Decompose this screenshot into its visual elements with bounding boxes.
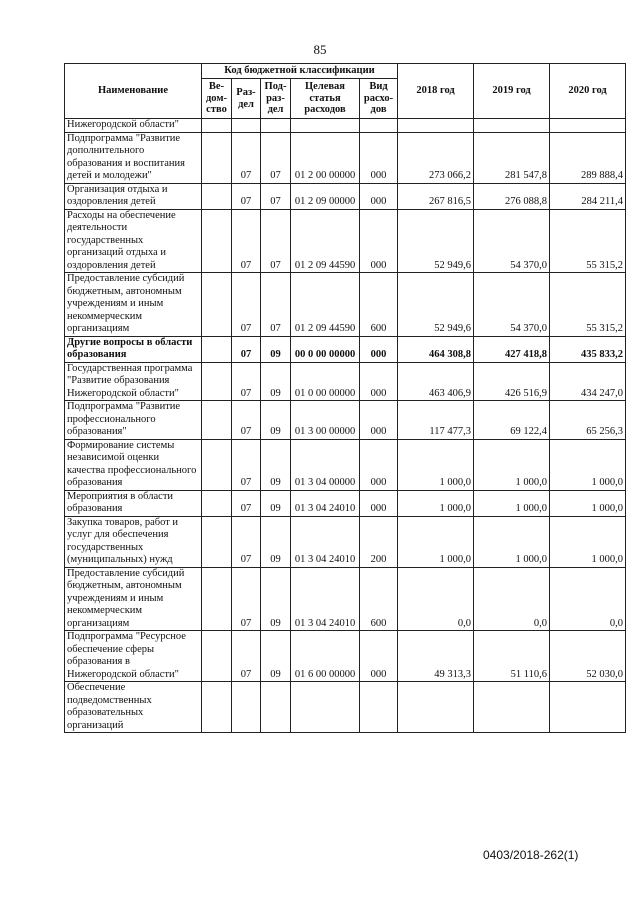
- header-name: Наименование: [65, 64, 202, 119]
- row-expense-type: 000: [360, 336, 398, 362]
- row-podrazdel: 09: [261, 439, 291, 490]
- row-target-article: 01 2 00 00000: [291, 132, 360, 183]
- row-razdel: 07: [232, 516, 261, 567]
- row-value-2018: 464 308,8: [398, 336, 474, 362]
- row-value-2020: 1 000,0: [550, 439, 626, 490]
- row-value-2018: 1 000,0: [398, 516, 474, 567]
- row-value-2018: [398, 119, 474, 133]
- row-expense-type: 000: [360, 183, 398, 209]
- row-name: Другие вопросы в области образования: [65, 336, 202, 362]
- table-row: [65, 682, 626, 733]
- row-expense-type: 000: [360, 401, 398, 440]
- header-target-article: Целевая статья расходов: [291, 79, 360, 119]
- row-value-2020: 52 030,0: [550, 631, 626, 682]
- row-vedomstvo: [202, 209, 232, 273]
- row-vedomstvo: [202, 401, 232, 440]
- document-code: 0403/2018-262(1): [483, 848, 579, 862]
- row-target-article: 01 3 04 24010: [291, 516, 360, 567]
- row-vedomstvo: [202, 490, 232, 516]
- row-razdel: 07: [232, 183, 261, 209]
- row-expense-type: [360, 119, 398, 133]
- row-name: Формирование системы независимой оценки качества профессионального образования: [65, 439, 202, 490]
- row-podrazdel: 09: [261, 336, 291, 362]
- row-expense-type: 000: [360, 631, 398, 682]
- row-name: Мероприятия в области образования: [65, 490, 202, 516]
- row-vedomstvo: [202, 132, 232, 183]
- table-row: [65, 490, 626, 516]
- row-value-2019: [474, 682, 550, 733]
- row-name: Обеспечение подведомственных образовательных организаций: [65, 682, 202, 733]
- row-value-2018: 273 066,2: [398, 132, 474, 183]
- row-value-2018: 52 949,6: [398, 273, 474, 337]
- row-razdel: 07: [232, 490, 261, 516]
- row-value-2018: 463 406,9: [398, 362, 474, 401]
- row-target-article: 01 3 00 00000: [291, 401, 360, 440]
- budget-table: [64, 63, 626, 733]
- row-value-2020: 1 000,0: [550, 490, 626, 516]
- row-expense-type: 000: [360, 439, 398, 490]
- row-value-2018: 49 313,3: [398, 631, 474, 682]
- table-row: [65, 209, 626, 273]
- row-target-article: [291, 682, 360, 733]
- row-value-2019: 276 088,8: [474, 183, 550, 209]
- row-razdel: [232, 119, 261, 133]
- row-target-article: [291, 119, 360, 133]
- table-row: [65, 273, 626, 337]
- table-row: [65, 336, 626, 362]
- row-value-2019: 51 110,6: [474, 631, 550, 682]
- table-row: [65, 439, 626, 490]
- row-razdel: 07: [232, 631, 261, 682]
- row-value-2019: 281 547,8: [474, 132, 550, 183]
- row-value-2018: [398, 682, 474, 733]
- row-razdel: 07: [232, 273, 261, 337]
- row-expense-type: 000: [360, 209, 398, 273]
- row-podrazdel: 09: [261, 631, 291, 682]
- row-target-article: 01 3 04 24010: [291, 490, 360, 516]
- row-podrazdel: 07: [261, 209, 291, 273]
- header-vedomstvo: Ве- дом- ство: [202, 79, 232, 119]
- row-name: Закупка товаров, работ и услуг для обеспечения государственных (муниципальных) нужд: [65, 516, 202, 567]
- row-razdel: 07: [232, 336, 261, 362]
- header-2020: 2020 год: [550, 64, 626, 119]
- row-expense-type: 600: [360, 567, 398, 631]
- row-value-2018: 1 000,0: [398, 490, 474, 516]
- row-value-2020: 55 315,2: [550, 273, 626, 337]
- row-value-2019: 1 000,0: [474, 490, 550, 516]
- row-value-2018: 117 477,3: [398, 401, 474, 440]
- row-name: Расходы на обеспечение деятельности государственных организаций отдыха и оздоровления детей: [65, 209, 202, 273]
- row-value-2018: 267 816,5: [398, 183, 474, 209]
- row-razdel: 07: [232, 209, 261, 273]
- row-razdel: 07: [232, 362, 261, 401]
- row-vedomstvo: [202, 362, 232, 401]
- row-value-2019: [474, 119, 550, 133]
- row-value-2020: 55 315,2: [550, 209, 626, 273]
- row-vedomstvo: [202, 273, 232, 337]
- row-razdel: 07: [232, 401, 261, 440]
- row-podrazdel: 07: [261, 273, 291, 337]
- row-vedomstvo: [202, 631, 232, 682]
- header-expense-type: Вид расхо- дов: [360, 79, 398, 119]
- row-value-2019: 54 370,0: [474, 209, 550, 273]
- row-razdel: 07: [232, 132, 261, 183]
- row-value-2020: 1 000,0: [550, 516, 626, 567]
- row-value-2018: 52 949,6: [398, 209, 474, 273]
- row-value-2018: 0,0: [398, 567, 474, 631]
- row-vedomstvo: [202, 119, 232, 133]
- row-name: Нижегородской области": [65, 119, 202, 133]
- row-podrazdel: 09: [261, 362, 291, 401]
- row-target-article: 01 6 00 00000: [291, 631, 360, 682]
- row-value-2019: 1 000,0: [474, 439, 550, 490]
- row-value-2020: 434 247,0: [550, 362, 626, 401]
- row-expense-type: [360, 682, 398, 733]
- row-value-2020: [550, 682, 626, 733]
- row-target-article: 01 2 09 00000: [291, 183, 360, 209]
- header-budget-classification: Код бюджетной классификации: [202, 64, 398, 79]
- row-value-2020: [550, 119, 626, 133]
- row-vedomstvo: [202, 336, 232, 362]
- row-razdel: 07: [232, 567, 261, 631]
- row-name: Государственная программа "Развитие образования Нижегородской области": [65, 362, 202, 401]
- row-podrazdel: [261, 682, 291, 733]
- row-name: Подпрограмма "Развитие профессионального образования": [65, 401, 202, 440]
- table-row: [65, 401, 626, 440]
- row-value-2020: 284 211,4: [550, 183, 626, 209]
- header-podrazdel: Под- раз- дел: [261, 79, 291, 119]
- row-vedomstvo: [202, 682, 232, 733]
- row-value-2019: 0,0: [474, 567, 550, 631]
- row-value-2020: 0,0: [550, 567, 626, 631]
- table-row: [65, 567, 626, 631]
- row-podrazdel: 09: [261, 490, 291, 516]
- row-vedomstvo: [202, 567, 232, 631]
- row-name: Предоставление субсидий бюджетным, автономным учреждениям и иным некоммерческим организациям: [65, 273, 202, 337]
- row-expense-type: 200: [360, 516, 398, 567]
- table-row: [65, 362, 626, 401]
- row-podrazdel: 07: [261, 132, 291, 183]
- row-name: Предоставление субсидий бюджетным, автономным учреждениям и иным некоммерческим организациям: [65, 567, 202, 631]
- header-2019: 2019 год: [474, 64, 550, 119]
- row-name: Подпрограмма "Ресурсное обеспечение сферы образования в Нижегородской области": [65, 631, 202, 682]
- row-target-article: 01 2 09 44590: [291, 273, 360, 337]
- row-value-2019: 1 000,0: [474, 516, 550, 567]
- page-number: 85: [313, 42, 327, 57]
- row-expense-type: 000: [360, 362, 398, 401]
- row-podrazdel: 09: [261, 516, 291, 567]
- row-name: Подпрограмма "Развитие дополнительного образования и воспитания детей и молодежи": [65, 132, 202, 183]
- row-target-article: 01 3 04 00000: [291, 439, 360, 490]
- row-vedomstvo: [202, 516, 232, 567]
- row-value-2018: 1 000,0: [398, 439, 474, 490]
- table-row: [65, 631, 626, 682]
- row-expense-type: 600: [360, 273, 398, 337]
- row-podrazdel: 07: [261, 183, 291, 209]
- table-row: [65, 119, 626, 133]
- row-target-article: 01 3 04 24010: [291, 567, 360, 631]
- row-value-2020: 435 833,2: [550, 336, 626, 362]
- header-2018: 2018 год: [398, 64, 474, 119]
- row-value-2019: 427 418,8: [474, 336, 550, 362]
- table-row: [65, 132, 626, 183]
- row-podrazdel: [261, 119, 291, 133]
- row-target-article: 01 0 00 00000: [291, 362, 360, 401]
- row-podrazdel: 09: [261, 401, 291, 440]
- table-row: [65, 516, 626, 567]
- row-expense-type: 000: [360, 132, 398, 183]
- row-podrazdel: 09: [261, 567, 291, 631]
- row-value-2020: 65 256,3: [550, 401, 626, 440]
- row-value-2019: 69 122,4: [474, 401, 550, 440]
- table-row: [65, 183, 626, 209]
- row-razdel: [232, 682, 261, 733]
- row-target-article: 01 2 09 44590: [291, 209, 360, 273]
- row-name: Организация отдыха и оздоровления детей: [65, 183, 202, 209]
- row-vedomstvo: [202, 439, 232, 490]
- row-value-2019: 54 370,0: [474, 273, 550, 337]
- header-razdel: Раз- дел: [232, 79, 261, 119]
- row-vedomstvo: [202, 183, 232, 209]
- row-target-article: 00 0 00 00000: [291, 336, 360, 362]
- row-value-2019: 426 516,9: [474, 362, 550, 401]
- row-expense-type: 000: [360, 490, 398, 516]
- row-value-2020: 289 888,4: [550, 132, 626, 183]
- row-razdel: 07: [232, 439, 261, 490]
